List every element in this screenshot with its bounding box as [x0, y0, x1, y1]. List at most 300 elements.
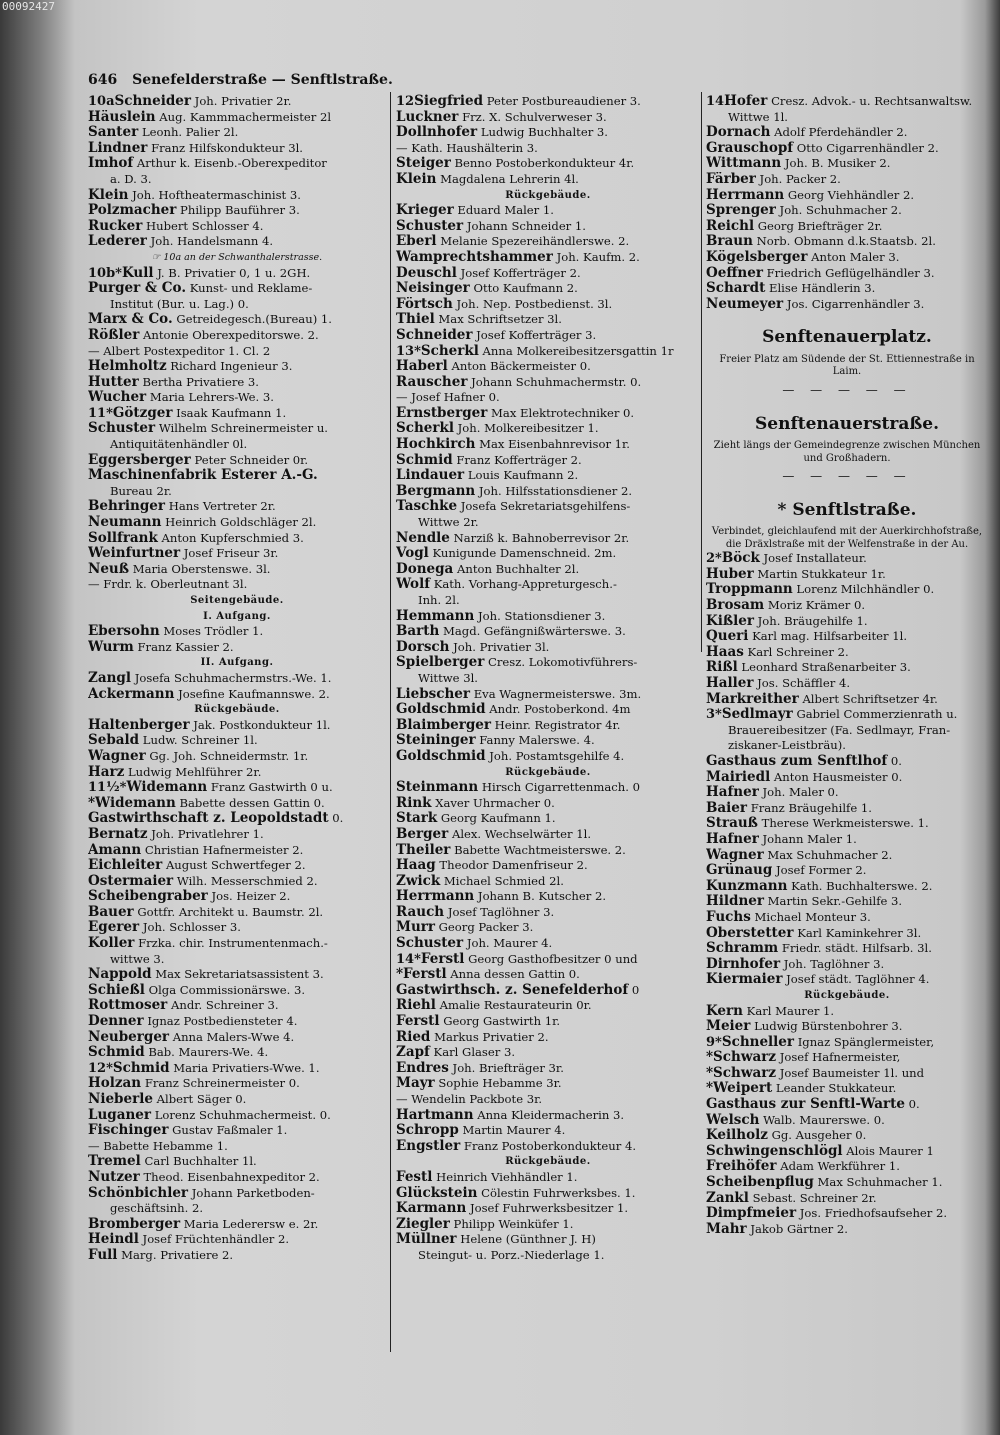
- resident-detail: Joh. Postamtsgehilfe 4.: [489, 748, 625, 763]
- directory-entry: [706, 188, 988, 204]
- resident-name: Krieger: [396, 203, 454, 219]
- directory-entry: [706, 1035, 988, 1051]
- resident-name: Harz: [88, 764, 125, 780]
- resident-name: Freihöfer: [706, 1159, 777, 1175]
- directory-entry: [396, 234, 700, 250]
- resident-name: Schuster: [88, 421, 156, 437]
- resident-name: Zapf: [396, 1045, 430, 1061]
- resident-detail: Anton Kupferschmied 3.: [161, 530, 304, 545]
- resident-name: Scheibengraber: [88, 889, 208, 905]
- directory-entry: [88, 1217, 386, 1233]
- resident-detail: Jos. Schäffler 4.: [757, 676, 851, 691]
- directory-entry: [88, 234, 386, 250]
- resident-detail: Inh. 2l.: [418, 593, 460, 607]
- directory-entry: [396, 1030, 700, 1046]
- directory-entry: [706, 879, 988, 895]
- resident-name: Eggersberger: [88, 452, 191, 468]
- resident-detail: Jos. Heizer 2.: [211, 889, 291, 904]
- resident-name: Polzmacher: [88, 203, 177, 219]
- resident-detail: Joh. Nep. Postbedienst. 3l.: [456, 296, 613, 311]
- resident-name: Wurm: [88, 639, 134, 655]
- resident-detail: Walb. Maurerswe. 0.: [763, 1112, 885, 1127]
- directory-entry: [88, 406, 386, 422]
- resident-name: Sprenger: [706, 203, 776, 219]
- resident-name: Hartmann: [396, 1107, 474, 1123]
- resident-name: Lederer: [88, 234, 147, 250]
- resident-name: Rauscher: [396, 374, 468, 390]
- resident-name: Ried: [396, 1029, 431, 1045]
- resident-name: Neisinger: [396, 281, 470, 297]
- entry-continuation: [88, 437, 386, 453]
- resident-name: Steinmann: [396, 780, 479, 796]
- resident-name: Meier: [706, 1019, 751, 1035]
- resident-detail: Josef städt. Taglöhner 4.: [786, 972, 930, 987]
- directory-entry: [88, 312, 386, 328]
- house-number: 14*: [396, 951, 421, 967]
- resident-detail: Philipp Bauführer 3.: [180, 203, 300, 218]
- directory-entry: [88, 874, 386, 890]
- resident-name: Steininger: [396, 733, 476, 749]
- resident-detail: Sophie Hebamme 3r.: [438, 1076, 562, 1091]
- resident-name: *Ferstl: [396, 967, 447, 983]
- directory-entry: [396, 297, 700, 313]
- resident-name: Luganer: [88, 1107, 152, 1123]
- resident-detail: wittwe 3.: [110, 951, 165, 966]
- resident-detail: Heinrich Goldschläger 2l.: [165, 515, 317, 530]
- resident-name: Steiger: [396, 156, 451, 172]
- resident-detail: Leonh. Palier 2l.: [141, 125, 239, 140]
- resident-name: Spielberger: [396, 655, 485, 671]
- resident-name: Hafner: [706, 785, 759, 801]
- resident-detail: Karl mag. Hilfsarbeiter 1l.: [752, 629, 908, 644]
- entry-continuation: [88, 1201, 386, 1217]
- resident-name: Bauer: [88, 904, 134, 920]
- resident-detail: Joh. Schuhmacher 2.: [779, 203, 902, 218]
- resident-name: Denner: [88, 1014, 144, 1030]
- resident-detail: Joh. Briefträger 3r.: [452, 1060, 564, 1075]
- resident-detail: Georg Viehhändler 2.: [787, 187, 915, 202]
- resident-name: Schuster: [396, 936, 464, 952]
- directory-entry: [396, 1108, 700, 1124]
- resident-detail: Joh. B. Musiker 2.: [784, 156, 891, 171]
- resident-name: Goldschmid: [396, 702, 486, 718]
- directory-entry: [706, 926, 988, 942]
- resident-detail: 0.: [332, 811, 344, 826]
- column-rule-2: [701, 92, 702, 652]
- resident-name: Mayr: [396, 1076, 435, 1092]
- resident-name: Rauch: [396, 904, 445, 920]
- resident-detail: Anton Hausmeister 0.: [773, 769, 903, 784]
- resident-name: Sollfrank: [88, 530, 158, 546]
- resident-detail: Ignaz Spänglermeister,: [797, 1034, 935, 1049]
- resident-detail: Wittwe 2r.: [418, 515, 479, 530]
- directory-entry: [706, 250, 988, 266]
- directory-entry: [706, 894, 988, 910]
- resident-detail: Carl Buchhalter 1l.: [144, 1154, 257, 1169]
- directory-entry: [396, 141, 700, 157]
- directory-entry: [706, 1113, 988, 1129]
- directory-entry: [88, 546, 386, 562]
- resident-name: Festl: [396, 1169, 433, 1185]
- section-heading: II. Aufgang.: [200, 657, 274, 669]
- directory-entry: [396, 1201, 700, 1217]
- resident-name: Nutzer: [88, 1169, 140, 1185]
- resident-detail: Theod. Eisenbahnexpeditor 2.: [143, 1169, 320, 1184]
- directory-entry: [706, 645, 988, 661]
- resident-detail: Peter Postbureaudiener 3.: [486, 94, 641, 108]
- resident-name: Imhof: [88, 156, 134, 172]
- entry-continuation: [88, 297, 386, 313]
- resident-detail: Kath. Buchhalterswe. 2.: [791, 878, 933, 893]
- directory-entry: [706, 94, 988, 110]
- resident-detail: Adolf Pferdehändler 2.: [774, 125, 908, 140]
- entry-continuation: [396, 1248, 700, 1264]
- directory-entry: [88, 998, 386, 1014]
- directory-entry: [396, 983, 700, 999]
- resident-detail: Georg Gastwirth 1r.: [443, 1014, 561, 1029]
- directory-entry: [88, 344, 386, 360]
- directory-entry: [706, 692, 988, 708]
- directory-entry: [396, 1217, 700, 1233]
- directory-entry: [396, 110, 700, 126]
- directory-entry: [706, 1175, 988, 1191]
- resident-detail: Martin Sekr.-Gehilfe 3.: [767, 894, 903, 909]
- resident-detail: Max Eisenbahnrevisor 1r.: [479, 437, 630, 452]
- resident-name: Huber: [706, 566, 754, 582]
- resident-detail: Anton Buchhalter 2l.: [457, 561, 580, 576]
- resident-name: Dirnhofer: [706, 956, 781, 972]
- resident-name: Färber: [706, 171, 756, 187]
- house-number: 13*: [396, 343, 421, 359]
- directory-entry: [396, 624, 700, 640]
- resident-detail: Joh. Packer 2.: [759, 171, 841, 186]
- house-number: 10a: [88, 94, 115, 109]
- directory-entry: [88, 671, 386, 687]
- resident-detail: a. D. 3.: [110, 171, 152, 186]
- directory-entry: [706, 234, 988, 250]
- resident-detail: Isaak Kaufmann 1.: [176, 405, 287, 420]
- directory-entry: [88, 936, 386, 952]
- resident-name: Ferstl: [396, 1014, 440, 1030]
- resident-detail: Johann Parketboden-: [191, 1185, 315, 1200]
- resident-detail: Wilh. Messerschmied 2.: [176, 873, 318, 888]
- directory-entry: [88, 733, 386, 749]
- directory-entry: [88, 687, 386, 703]
- column-3: [706, 94, 988, 1237]
- directory-entry: [396, 577, 700, 593]
- house-number: 11½*: [88, 780, 127, 796]
- resident-name: Scheibenpflug: [706, 1175, 814, 1191]
- resident-detail: Lorenz Milchhändler 0.: [796, 582, 935, 597]
- directory-entry: [706, 1019, 988, 1035]
- resident-name: Herrmann: [396, 889, 475, 905]
- resident-detail: Max Schuhmacher 1.: [817, 1175, 943, 1190]
- resident-name: Mahr: [706, 1221, 747, 1237]
- resident-detail: Maria Lehrers-We. 3.: [149, 390, 274, 405]
- directory-entry: [396, 936, 700, 952]
- resident-detail: Franz Schreinermeister 0.: [144, 1076, 300, 1091]
- directory-entry: [396, 531, 700, 547]
- resident-detail: Frzka. chir. Instrumentenmach.-: [138, 936, 328, 951]
- resident-name: Ziegler: [396, 1216, 450, 1232]
- directory-entry: [396, 718, 700, 734]
- resident-detail: Maria Oberstenswe. 3l.: [132, 561, 271, 576]
- resident-detail: J. B. Privatier 0, 1 u. 2GH.: [157, 265, 311, 280]
- resident-name: Hemmann: [396, 608, 475, 624]
- resident-detail: Brauereibesitzer (Fa. Sedlmayr, Fran-: [728, 722, 951, 737]
- resident-detail: Jos. Friedhofsaufseher 2.: [799, 1206, 948, 1221]
- resident-detail: Georg Gasthofbesitzer 0 und: [468, 951, 638, 966]
- resident-detail: Heinrich Viehhändler 1.: [436, 1169, 578, 1184]
- resident-detail: 0: [631, 982, 640, 997]
- resident-detail: Ludwig Bürstenbohrer 3.: [754, 1019, 903, 1034]
- directory-entry: [396, 390, 700, 406]
- directory-entry: [706, 770, 988, 786]
- resident-name: Haas: [706, 644, 744, 660]
- directory-entry: [88, 515, 386, 531]
- resident-name: Holzan: [88, 1076, 142, 1092]
- resident-detail: Michael Monteur 3.: [754, 909, 871, 924]
- directory-entry: [706, 125, 988, 141]
- directory-entry: [706, 1191, 988, 1207]
- resident-detail: Richard Ingenieur 3.: [170, 359, 293, 374]
- resident-name: Götzger: [112, 405, 173, 421]
- directory-entry: [396, 998, 700, 1014]
- resident-detail: Georg Kaufmann 1.: [440, 811, 556, 826]
- directory-entry: [706, 1128, 988, 1144]
- directory-entry: [706, 598, 988, 614]
- resident-name: Marx & Co.: [88, 312, 173, 328]
- directory-entry: [88, 125, 386, 141]
- directory-entry: [88, 1154, 386, 1170]
- entry-continuation: [396, 593, 700, 609]
- resident-name: Wagner: [88, 748, 146, 764]
- resident-detail: Hubert Schlosser 4.: [146, 218, 264, 233]
- resident-name: Rink: [396, 795, 432, 811]
- resident-detail: Eva Wagnermeisterswe. 3m.: [473, 686, 642, 701]
- resident-detail: Gabriel Commerzienrath u.: [796, 707, 958, 722]
- resident-detail: Benno Postoberkondukteur 4r.: [454, 156, 635, 171]
- directory-entry: [706, 957, 988, 973]
- resident-name: Förtsch: [396, 296, 453, 312]
- resident-name: Donega: [396, 561, 454, 577]
- directory-entry: [396, 609, 700, 625]
- resident-detail: Karl Glaser 3.: [433, 1045, 516, 1060]
- resident-name: Markreither: [706, 691, 799, 707]
- resident-detail: Josef Früchtenhändler 2.: [142, 1232, 290, 1247]
- resident-detail: Philipp Weinküfer 1.: [453, 1216, 574, 1231]
- resident-detail: Josef Former 2.: [775, 863, 867, 878]
- resident-name: Braun: [706, 234, 753, 250]
- resident-detail: 0.: [890, 754, 902, 768]
- resident-detail: Kunst- und Reklame-: [189, 281, 313, 296]
- directory-entry: [396, 250, 700, 266]
- resident-name: Hochkirch: [396, 437, 476, 453]
- resident-detail: Moses Trödler 1.: [163, 624, 264, 639]
- section-heading: I. Aufgang.: [203, 610, 271, 622]
- directory-entry: [706, 816, 988, 832]
- directory-entry: [396, 1076, 700, 1092]
- resident-detail: Jakob Gärtner 2.: [750, 1221, 848, 1236]
- directory-entry: [88, 811, 386, 827]
- resident-detail: Heinr. Registrator 4r.: [494, 717, 621, 732]
- resident-detail: Franz Kofferträger 2.: [456, 452, 582, 467]
- section-divider: — — — — —: [782, 469, 912, 484]
- directory-entry: [88, 1061, 386, 1077]
- resident-detail: Joh. Taglöhner 3.: [783, 956, 885, 971]
- directory-entry: [396, 811, 700, 827]
- resident-detail: Leonhard Straßenarbeiter 3.: [741, 660, 911, 675]
- directory-entry: [396, 219, 700, 235]
- resident-detail: Joh. Schlosser 3.: [142, 920, 241, 935]
- resident-detail: Josefa Schuhmachermstrs.-We. 1.: [134, 670, 332, 685]
- directory-entry: [706, 1206, 988, 1222]
- directory-entry: [396, 858, 700, 874]
- resident-name: Engstler: [396, 1138, 461, 1154]
- directory-entry: [706, 614, 988, 630]
- directory-entry: [396, 406, 700, 422]
- directory-entry: [88, 1123, 386, 1139]
- directory-entry: [706, 863, 988, 879]
- resident-detail: Hirsch Cigarrettenmach. 0: [481, 780, 640, 795]
- directory-entry: [88, 359, 386, 375]
- resident-name: Schmid: [396, 452, 453, 468]
- resident-name: Stark: [396, 811, 438, 827]
- resident-detail: Josef Kofferträger 3.: [476, 327, 597, 342]
- resident-name: Santer: [88, 125, 139, 141]
- resident-detail: Christian Hafnermeister 2.: [144, 842, 304, 857]
- directory-entry: [88, 577, 386, 593]
- resident-detail: Karl Kaminkehrer 3l.: [797, 925, 922, 940]
- resident-name: Zankl: [706, 1190, 749, 1206]
- resident-detail: Hans Vertreter 2r.: [168, 499, 276, 514]
- resident-detail: Franz Gastwirth 0 u.: [210, 780, 333, 795]
- resident-name: Kißler: [706, 613, 754, 629]
- resident-name: Rottmoser: [88, 998, 168, 1014]
- resident-name: Baier: [706, 800, 747, 816]
- directory-entry: [396, 749, 700, 765]
- resident-detail: Karl Maurer 1.: [746, 1003, 835, 1018]
- directory-entry: [88, 453, 386, 469]
- resident-detail: Markus Privatier 2.: [434, 1029, 549, 1044]
- resident-detail: Babette Wachtmeisterswe. 2.: [454, 842, 626, 857]
- directory-entry: [88, 1076, 386, 1092]
- resident-detail: Joh. Privatlehrer 1.: [151, 826, 264, 841]
- directory-entry: [396, 312, 700, 328]
- resident-detail: Antonie Oberexpeditorswe. 2.: [143, 327, 319, 342]
- resident-detail: Magdalena Lehrerin 4l.: [440, 171, 579, 186]
- resident-detail: Georg Packer 3.: [438, 920, 534, 935]
- entry-continuation: [706, 738, 988, 754]
- directory-entry: [706, 156, 988, 172]
- directory-entry: [88, 827, 386, 843]
- resident-detail: Josef Taglöhner 3.: [447, 904, 555, 919]
- resident-detail: Andr. Postoberkond. 4m: [489, 702, 631, 717]
- street-description: Zieht längs der Gemeindegrenze zwischen München und Großhadern.: [713, 440, 981, 464]
- directory-entry: [88, 531, 386, 547]
- resident-detail: Albert Säger 0.: [156, 1092, 247, 1106]
- directory-entry: [706, 754, 988, 770]
- resident-name: Herrmann: [706, 187, 785, 203]
- directory-entry: [396, 687, 700, 703]
- resident-detail: Joh. Kaufm. 2.: [556, 249, 640, 264]
- directory-entry: [396, 1170, 700, 1186]
- resident-name: Lindauer: [396, 468, 465, 484]
- directory-entry: [396, 375, 700, 391]
- directory-entry: [396, 203, 700, 219]
- section-heading: Rückgebäude.: [505, 1156, 591, 1168]
- resident-detail: Cresz. Advok.- u. Rechtsanwaltsw.: [771, 94, 973, 108]
- resident-name: *Schwarz: [706, 1065, 776, 1081]
- section-heading: Rückgebäude.: [194, 704, 280, 716]
- directory-entry: [396, 1139, 700, 1155]
- directory-entry: [88, 640, 386, 656]
- resident-detail: Anna Molkereibesitzersgattin 1r: [482, 343, 674, 358]
- resident-detail: Amalie Restaurateurin 0r.: [439, 998, 592, 1013]
- resident-detail: Georg Briefträger 2r.: [757, 218, 883, 233]
- directory-entry: [88, 468, 386, 484]
- resident-name: Full: [88, 1247, 118, 1263]
- directory-entry: [396, 266, 700, 282]
- resident-name: Widemann: [126, 780, 208, 796]
- resident-name: Wucher: [88, 390, 147, 406]
- resident-name: Taschke: [396, 499, 458, 515]
- entry-continuation: [706, 723, 988, 739]
- resident-name: Brosam: [706, 598, 765, 614]
- resident-detail: Friedrich Geflügelhändler 3.: [766, 265, 935, 280]
- directory-entry: [706, 832, 988, 848]
- directory-entry: [88, 266, 386, 282]
- resident-detail: Moriz Krämer 0.: [767, 598, 866, 613]
- resident-name: Eberl: [396, 234, 437, 250]
- resident-detail: Ludwig Buchhalter 3.: [480, 125, 608, 140]
- directory-entry: [706, 910, 988, 926]
- resident-name: Schneller: [721, 1034, 794, 1050]
- column-rule-1: [390, 92, 391, 1352]
- resident-name: Berger: [396, 826, 449, 842]
- resident-detail: Cölestin Fuhrwerksbes. 1.: [481, 1185, 636, 1200]
- resident-name: Gasthaus zur Senftl-Warte: [706, 1097, 905, 1113]
- resident-name: Schmid: [88, 1045, 145, 1061]
- house-number: 10b*: [88, 265, 122, 281]
- resident-detail: ziskaner-Leistbräu).: [728, 738, 846, 753]
- house-number: 3*: [706, 707, 722, 723]
- entry-continuation: [88, 172, 386, 188]
- resident-name: Riehl: [396, 998, 436, 1014]
- directory-entry: [396, 546, 700, 562]
- resident-name: Oeffner: [706, 265, 763, 281]
- resident-name: Schönbichler: [88, 1185, 189, 1201]
- directory-entry: [88, 375, 386, 391]
- page-number: 646: [88, 72, 118, 88]
- directory-entry: [88, 203, 386, 219]
- resident-name: Wolf: [396, 577, 431, 593]
- resident-name: Kern: [706, 1003, 743, 1019]
- section-divider: — — — — —: [782, 382, 912, 397]
- resident-detail: Max Schriftsetzer 3l.: [438, 312, 562, 327]
- resident-detail: Joh. Maler 0.: [762, 785, 839, 800]
- resident-name: Ebersohn: [88, 624, 160, 640]
- resident-name: Nappold: [88, 967, 152, 983]
- street-title: Senftenauerstraße.: [755, 413, 939, 434]
- directory-entry: [396, 843, 700, 859]
- directory-entry: [88, 219, 386, 235]
- resident-name: Hildner: [706, 894, 764, 910]
- resident-detail: Norb. Obmann d.k.Staatsb. 2l.: [756, 234, 936, 249]
- resident-detail: Magd. Gefängnißwärterswe. 3.: [443, 624, 626, 639]
- resident-name: Neuß: [88, 561, 130, 577]
- resident-name: Theiler: [396, 842, 451, 858]
